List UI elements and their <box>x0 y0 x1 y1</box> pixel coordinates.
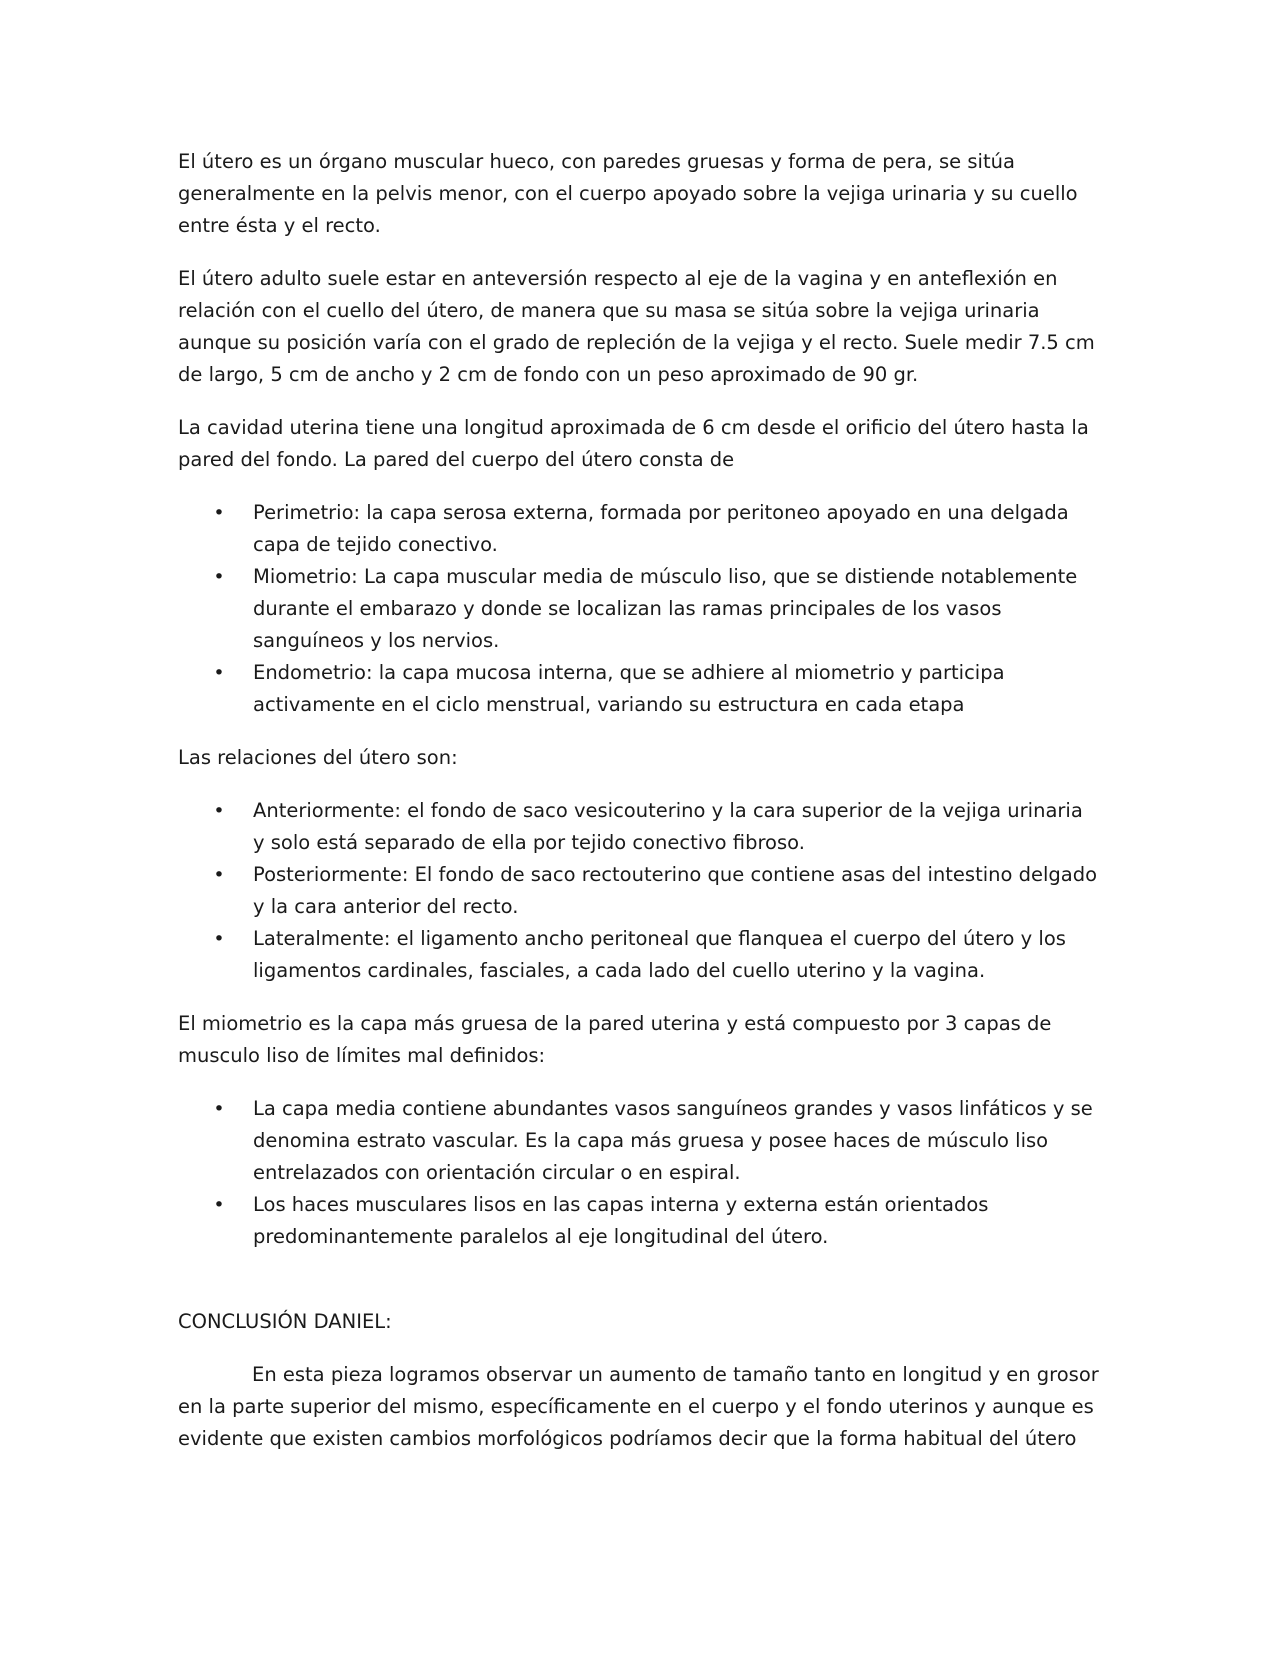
bullet-icon: • <box>213 502 225 524</box>
list-item <box>178 561 1100 657</box>
list-item-text: Endometrio: la capa mucosa interna, que se adhiere al miometrio y participa activamente en el ciclo menstrual, variando su estructura en cada etapa <box>253 661 1005 716</box>
list-item-text: Lateralmente: el ligamento ancho peritoneal que flanquea el cuerpo del útero y los ligamentos cardinales, fasciales, a cada lado del cuello uterino y la vagina. <box>253 927 1066 982</box>
paragraph-conclusion: En esta pieza logramos observar un aumento de tamaño tanto en longitud y en grosor en la parte superior del mismo, específicamente en el cuerpo y el fondo uterinos y aunque es evidente que existen cambios morfológicos podríamos decir que la forma habitual del útero <box>178 1363 1099 1450</box>
bullet-icon: • <box>213 928 225 950</box>
list-item <box>178 1189 1100 1253</box>
list-uterus-relations <box>178 795 1100 987</box>
bullet-icon: • <box>213 662 225 684</box>
list-item <box>178 795 1100 859</box>
bullet-icon: • <box>213 1194 225 1216</box>
list-myometrium-layers <box>178 1093 1100 1253</box>
paragraph-uterus-description: El útero es un órgano muscular hueco, con paredes gruesas y forma de pera, se sitúa generalmente en la pelvis menor, con el cuerpo apoyado sobre la vejiga urinaria y su cuello entre ésta y el recto. <box>178 150 1078 237</box>
paragraph-myometrium: El miometrio es la capa más gruesa de la pared uterina y está compuesto por 3 capas de musculo liso de límites mal definidos: <box>178 1012 1052 1067</box>
bullet-icon: • <box>213 566 225 588</box>
list-item <box>178 657 1100 721</box>
list-item-text: Los haces musculares lisos en las capas interna y externa están orientados predominantemente paralelos al eje longitudinal del útero. <box>253 1193 989 1248</box>
paragraph-uterine-cavity: La cavidad uterina tiene una longitud aproximada de 6 cm desde el orificio del útero hasta la pared del fondo. La pared del cuerpo del útero consta de <box>178 416 1089 471</box>
list-item-text: La capa media contiene abundantes vasos sanguíneos grandes y vasos linfáticos y se denomina estrato vascular. Es la capa más gruesa y posee haces de músculo liso entrelazados con orientación circular o en espiral. <box>253 1097 1093 1184</box>
bullet-icon: • <box>213 1098 225 1120</box>
bullet-icon: • <box>213 800 225 822</box>
list-item <box>178 497 1100 561</box>
list-item-text: Anteriormente: el fondo de saco vesicouterino y la cara superior de la vejiga urinaria y solo está separado de ella por tejido conectivo fibroso. <box>253 799 1083 854</box>
paragraph-relations-intro: Las relaciones del útero son: <box>178 746 458 769</box>
blank-line <box>178 1274 1100 1306</box>
list-item-text: Perimetrio: la capa serosa externa, formada por peritoneo apoyado en una delgada capa de tejido conectivo. <box>253 501 1069 556</box>
list-uterine-wall-layers <box>178 497 1100 721</box>
list-item-text: Miometrio: La capa muscular media de músculo liso, que se distiende notablemente durante el embarazo y donde se localizan las ramas principales de los vasos sanguíneos y los nervios. <box>253 565 1078 652</box>
paragraph-uterus-position: El útero adulto suele estar en anteversión respecto al eje de la vagina y en anteflexión en relación con el cuello del útero, de manera que su masa se sitúa sobre la vejiga urinaria aunque su posición varía con el grado de repleción de la vejiga y el recto. Suele medir 7.5 cm de largo, 5 cm de ancho y 2 cm de fondo con un peso aproximado de 90 gr. <box>178 267 1095 386</box>
list-item-text: Posteriormente: El fondo de saco rectouterino que contiene asas del intestino delgado y la cara anterior del recto. <box>253 863 1098 918</box>
list-item <box>178 923 1100 987</box>
list-item <box>178 859 1100 923</box>
section-heading-conclusion: CONCLUSIÓN DANIEL: <box>178 1310 392 1333</box>
bullet-icon: • <box>213 864 225 886</box>
list-item <box>178 1093 1100 1189</box>
